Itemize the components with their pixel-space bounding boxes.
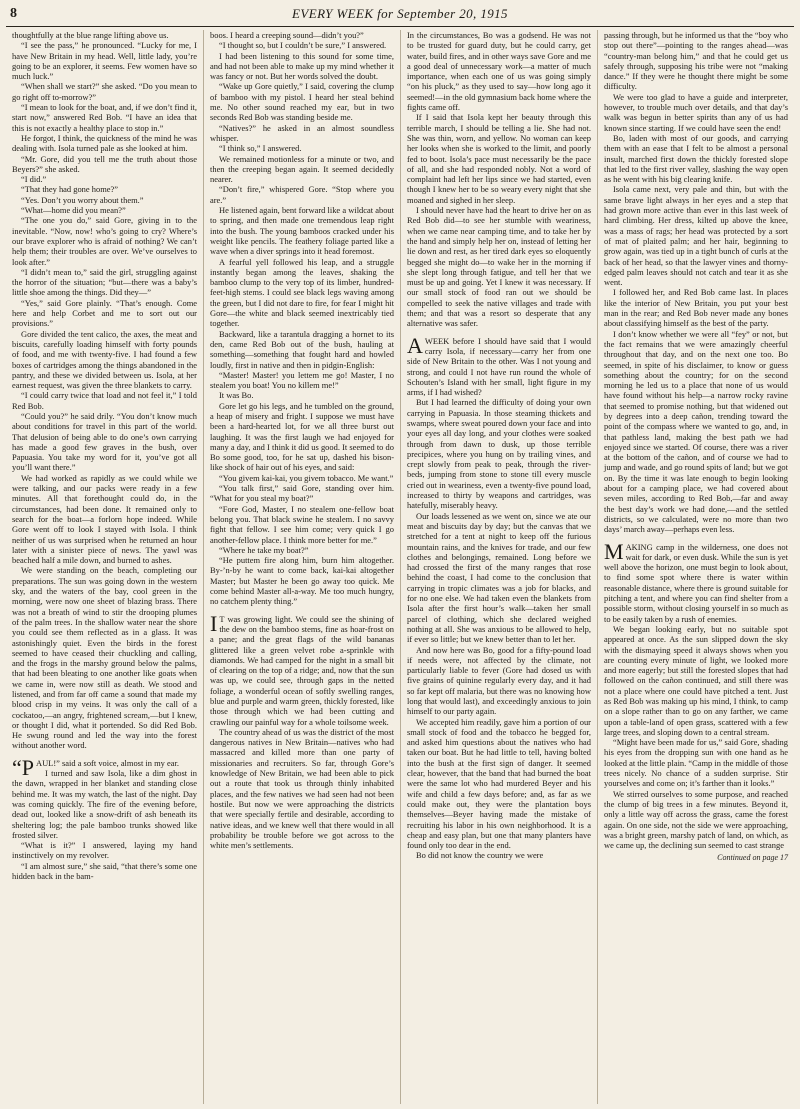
paragraph: boos. I heard a creeping sound—didn’t you?”	[210, 30, 364, 40]
page-header	[6, 4, 794, 27]
paragraph: “He puttem fire along him, burn him altogether. By-’n-by he want to come back, kai-kai altogether Master; but Master he been go away too quick. Me come behind Master all-a-way. Me too much hungry, no catchem plenty thing.”	[210, 555, 394, 607]
paragraph: Isola came next, very pale and thin, but with the same brave light always in her eyes and a step that had grown more active than ever in this last week of hard climbing. Her dress, kilted up above the knee, was a mass of rags; her head was protected by a sort of mat of plaited palm; and her hair, beginning to grow again, was tied up in a tight bunch of curls at the back of her head, so that the lawyer vines and thorny-edged palm leaves should not catch and tear it as she went.	[604, 184, 788, 288]
paragraph: “Don’t fire,” whispered Gore. “Stop where you are.”	[210, 184, 394, 205]
paragraph: I had been listening to this sound for some time, and had not been able to make up my mind whether it was fancy or not. But her words solved the doubt.	[210, 50, 394, 82]
paragraph: The country ahead of us was the district of the most dangerous natives in New Britain—natives who had massacred and killed more than one party of missionaries and recruiters. So far, through Gore’s knowledge of New Britain, we had been able to pick out a route that took us through thinly inhabited places, and the few natives we had seen had not been hostile. But now we were approaching the districts that were specially fertile and desirable, according to native ideas, and we knew well that there would in all probability be trouble before we got across to the white men’s settlements.	[210, 726, 394, 851]
section-opening-paragraph	[604, 538, 788, 624]
paragraph: Our loads lessened as we went on, since we ate our meat and biscuits day by day; but the canvas that we stretched for a tent at night to keep off the furious mountain rains, and the knives for trade, and our few clothes and belongings, remained. Long before we had crossed the first of the many ranges that rose behind the coast, I had come to the conclusion that carrying in tropic climates was a job for blacks, and for no one else. We had taken even the blankets from Isola after the first hour’s walk—taken her small parcel of clothing, which she declared weighed nothing at all. She was anxious to be allowed to help, if ever so little; but we knew better than to let her.	[407, 510, 591, 645]
paragraph: “I didn’t mean to,” said the girl, struggling against the horror of the situation; “but—there was a baby’s little shoe among the things. Did they—”	[12, 266, 197, 298]
paragraph: But I had learned the difficulty of doing your own carrying in Papuasia. In those steaming thickets and swamps, where sweat poured down your face and into your eyes all day long, and your clothes were soaked through from dawn to dusk, up those terrible precipices, where you hung on by trailing vines, and crept slowly from peak to peak, through the river-beds, jumping from stone to stone till every muscle cried out in weariness, even a twenty-five pound load, increased to thirty by weapons and cartridges, was hatefully, miserably heavy.	[407, 397, 591, 511]
paragraph: “I mean to look for the boat, and, if we don’t find it, start now,” answered Red Bob. “I have an idea that this is not exactly a healthy place to stop in.”	[12, 102, 197, 133]
paragraph: I turned and saw Isola, like a dim ghost in the dawn, wrapped in her blanket and standing close behind me. It was my watch, the last of the night. Day was coming quickly. The fire of the evening before, dead out, looked like a snow-drift of ash beneath its sheltering log; the pale bamboo trunks showed like frosted silver.	[12, 768, 197, 840]
paragraph: “I could carry twice that load and not feel it,” I told Red Bob.	[12, 390, 197, 411]
paragraph: “You talk first,” said Gore, standing over him. “What for you steal my boat?”	[210, 483, 394, 504]
paragraph: “I thought so, but I couldn’t be sure,” I answered.	[219, 40, 387, 51]
paragraph: “Mr. Gore, did you tell me the truth about those Beyers?” she asked.	[12, 153, 197, 174]
paragraph: I should never have had the heart to drive her on as Red Bob did—to see her stumble with weariness, when we came near camping time, and to take her by the hand and simply help her on, instead of letting her lie down and rest, as her tired dark eyes so eloquently begged she might do—to wake her in the morning if she slept long through fatigue, and tell her that we must be up and going. Yet I knew it was necessary. If our small stock of food ran out we should be compelled to seek the native villages and trade with them; and that was a resort so desperate that any alternative was safer.	[407, 205, 591, 329]
paragraph: If I said that Isola kept her beauty through this terrible march, I should be telling a lie. She had not. She was thin, worn, and yellow. No woman can keep her looks when she is worked to the limit, and poorly fed to boot. Isola’s pace must necessarily be the pace of all, and she had responded nobly. Not a word of complaint had left her lips since we had started, even though I knew her to be so weary every night that she moaned and sighed in her sleep.	[407, 112, 591, 205]
paragraph: thoughtfully at the blue range lifting above us.	[12, 30, 169, 40]
paragraph: I followed her, and Red Bob came last. In places like the interior of New Britain, you put your best man in the rear; and Red Bob never made any bones about classifying himself as the best of the party.	[604, 287, 788, 329]
paragraph: Gore let go his legs, and he tumbled on the ground, a heap of misery and fright. I suppose we must have been a hard-hearted lot, for we all three burst out laughing. It was the first laugh we had enjoyed for many a day, and I think it did us good. It seemed to do Bo some good, too, for he sat up, dashed his bison-like shock of hair out of his eyes, and said:	[210, 400, 394, 473]
paragraph: “I did.”	[21, 174, 47, 185]
drop-cap: A	[407, 332, 423, 358]
section-opening-paragraph	[407, 332, 591, 398]
paragraph: He listened again, bent forward like a wildcat about to spring, and then made one tremendous leap right into the bush. The young bamboos cracked under his weight like pencils. The feathery foliage parted like a wave when a diver springs into it head foremost.	[210, 205, 394, 257]
paragraph: We began looking early, but no suitable spot appeared at once. As the sun slipped down the sky with the dismaying speed it always shows when you are counting every minute of light, we looked more and more eagerly; but still the forested slopes that had followed on the cañon continued, and still there was not a place where one could have pitched a tent. Just as Red Bob was making up his mind, I think, to camp on a slope rather than to go on any farther, we came upon a table-land of open grass, scattered with a few large trees, and sloping down to a central stream.	[604, 623, 788, 737]
paragraph: “What—home did you mean?”	[21, 205, 126, 216]
paragraph: “Could you?” he said drily. “You don’t know much about conditions for travel in this part of the world. That delusion of being able to do one’s own carrying has made a good few graves in the bush, over Papuasia. You take my word for it, you’ve got all you’ll want there.”	[12, 410, 197, 473]
paragraph-text: AUL!” said a soft voice, almost in my ear.	[36, 757, 179, 768]
paragraph: We stirred ourselves to some purpose, and reached the clump of big trees in a few minutes. Beyond it, only a little way off across the grass, came the forest again. On one side, not the side we were approaching, was a bright green, marshy patch of land, on which, as we came up, the declining sun seemed to cast strange	[604, 788, 788, 851]
running-head: EVERY WEEK for September 20, 1915	[292, 6, 508, 21]
paragraph: “What is it?” I answered, laying my hand instinctively on my revolver.	[12, 840, 197, 861]
paragraph: “You givem kai-kai, you givem tobacco. Me want.”	[219, 472, 394, 483]
paragraph-text: WEEK before I should have said that I would carry Isola, if necessary—carry her from one side of New Britain to the other. Was I not young and strong, and could I not have run round the whole of Schouten’s Island with her small, light figure in my arms, if I had wished?	[407, 335, 591, 398]
paragraph: It was Bo.	[219, 390, 254, 401]
paragraph: We remained motionless for a minute or two, and then the creeping began again. It seemed decidedly nearer.	[210, 153, 394, 185]
column-2	[203, 30, 400, 1104]
paragraph: “Yes,” said Gore plainly. “That’s enough. Come here and help Corbet and me to sort out our provisions.”	[12, 297, 197, 329]
drop-cap: M	[604, 538, 624, 564]
column-1	[6, 30, 203, 1104]
continued-note: Continued on page 17	[717, 853, 788, 863]
paragraph: Backward, like a tarantula dragging a hornet to its den, came Red Bob out of the bush, hauling at something—something that fought hard and howled loudly, first in native and then in pidgin-English:	[210, 328, 394, 370]
paragraph: “Might have been made for us,” said Gore, shading his eyes from the dropping sun with one hand as he looked at the little plain. “Camp in the middle of those trees nicely. No chance of a sudden surprise. Stir yourselves and come on; it’s farther than it looks.”	[604, 737, 788, 789]
paragraph: “Where he take my boat?”	[219, 544, 309, 555]
paragraph: “I am almost sure,” she said, “that there’s some one hidden back in the bam-	[12, 860, 197, 882]
paragraph: passing through, but he informed us that the “boy who stop out there”—pointing to the ranges ahead—was “country-man belong him,” and that he could get us safely through, supposing his tribe were not “making dance.” If they were he thought there might be some difficulty.	[604, 30, 788, 92]
section-opening-paragraph	[12, 754, 197, 780]
column-3	[400, 30, 597, 1104]
paragraph-text: T was growing light. We could see the shining of the dew on the bamboo stems, fine as hoar-frost on a pane; and the great flags of the wild bananas glittered like a green velvet robe a-sprinkle with diamonds. We had camped for the night in a small bit of clearing on the top of a ridge; and, now that the sun was up, we could see, through gaps in the netted foliage, a wonderful ocean of softly swelling ranges, blue and purple and warm green, thickly forested, like those through which we had been cutting and crawling our painful way for a whole toilsome week.	[210, 613, 394, 727]
drop-cap: “P	[12, 754, 34, 780]
paragraph-text: AKING camp in the wilderness, one does not wait for dark, or even dusk. While the sun is yet well above the horizon, one must begin to look about, to find some spot where there is water within reasonable distance, where there is ground suitable for pitching a tent, and where you can find shelter from a possible storm, without closing yourself in so much as to be easily taken by a rush of enemies.	[604, 541, 788, 624]
paragraph: “I see the pass,” he pronounced. “Lucky for me, I have New Britain in my head. Well, little lady, you’re going to be an explorer, it seems. Few women have so much luck.”	[12, 40, 197, 82]
paragraph: A fearful yell followed his leap, and a struggle instantly began among the leaves, shaking the bamboo clump to the very top of its limber, hundred-feet-high stems. I could see black legs waving among the green, but I did not dare to fire, for fear I might hit Gore—the white and black seemed inextricably tied together.	[210, 256, 394, 329]
text-columns	[6, 30, 794, 1104]
paragraph: Bo did not know the country we were	[416, 850, 544, 861]
paragraph: “Fore God, Master, I no stealem one-fellow boat belong you. That black swine he stealem. I no savvy fight that fellow. I see him come; very quick I go another-fellow place. I think more better for me.”	[210, 503, 394, 545]
paragraph: Gore divided the tent calico, the axes, the meat and biscuits, carefully loading himself with forty pounds of food, and me with twenty-five. I had found a few boxes of cartridges among the things abandoned in the pantry, and these we divided between us. Isola, at her earnest request, was given the three blankets to carry.	[12, 328, 197, 391]
paragraph: Bo, laden with most of our goods, and carrying them with an ease that I felt to be almost a personal insult, marched first down the thickly forested slope that led to the first river valley, slashing the way open as he went with his big clearing knife.	[604, 132, 788, 185]
paragraph: “Master! Master! you lettem me go! Master, I no stealem you boat! You no killem me!”	[210, 369, 394, 391]
paragraph: “That they had gone home?”	[21, 184, 118, 195]
paragraph: “Wake up Gore quietly,” I said, covering the clump of bamboo with my pistol. I heard her steal behind me. No other sound reached my ear, but in two seconds Red Bob was standing beside me.	[210, 81, 394, 123]
paragraph: “I think so,” I answered.	[219, 143, 302, 154]
paragraph: “Natives?” he asked in an almost soundless whisper.	[210, 122, 394, 143]
paragraph: And now here was Bo, good for a fifty-pound load if needs were, not affected by the climate, not particularly liable to fever (Gore had dosed us with five grains of quinine regularly every day, and it had so far kept off malaria, but there was no knowing how long that would last), and exceedingly anxious to join himself to our party again.	[407, 644, 591, 717]
paragraph: We were too glad to have a guide and interpreter, however, to trouble much over details, and that day’s walk was begun in better spirits than any of us had known since starting. If we could have seen the end!	[604, 91, 788, 133]
paragraph: “When shall we start?” she asked. “Do you mean to go right off to-morrow?”	[12, 81, 197, 102]
paragraph: We accepted him readily, gave him a portion of our small stock of food and the tobacco he begged for, and asked him questions about the natives who had taken our boat. But he had little to tell, having bolted into the bush at the first sign of danger. It seemed clear, however, that the band that had burned the boat were the same lot who had murdered Beyer and his wife and child a few days before; and, as far as we could make out, they were the plantation boys themselves—Beyer having made the mistake of recruiting his labor in his own neighborhood. It is a cheap and easy plan, but one that many planters have found only too dear in the end.	[407, 716, 591, 851]
drop-cap: I	[210, 610, 218, 636]
paragraph: “Yes. Don’t you worry about them.”	[21, 194, 144, 205]
paragraph: We had worked as rapidly as we could while we were talking, and our packs were ready in a few minutes. All that forethought could do, in the circumstances, had been done. It remained only to search for the boat—a forlorn hope indeed. While Gore went off to look I stayed with Isola. I think neither of us was surprised when he returned an hour later with a sinister piece of news. The yawl was beached half a mile down, and burned to ashes.	[12, 472, 197, 566]
paragraph: In the circumstances, Bo was a godsend. He was not to be trusted for guard duty, but he could carry, get water, build fires, and in other ways save Gore and me a good deal of unnecessary work—a matter of much importance, when each one of us was going simply “on his pluck,” as they used to say—how long ago it seemed!—in the old gymnasium back home where the fights came off.	[407, 30, 591, 113]
paragraph: I don’t know whether we were all “fey” or not, but the fact remains that we were amazingly cheerful throughout that day, and on the next one too. Bo seemed, in spite of his disclaimer, to know or guess something about the country; for on the second morning he led us to a place that none of us would have found without his help—a narrow rocky ravine that seemed to promise nothing, but that widened out by degrees into a deep cañon, trending toward the point of the compass where we wanted to go, and, in that pathless land, making the best path we had enjoyed since we started. Of course, there was a river at the bottom of the cañon, and of course we had to jump and wade, and go round spits of land; but we got on. By the time it was late enough to begin looking about for a camping place, we had covered about seven miles, according to Red Bob,—far and away the best day’s work we had done,—and the settled districts, so we calculated, were no more than two days’ march away—perhaps even less.	[604, 328, 788, 535]
column-4	[597, 30, 794, 1104]
paragraph: He forgot, I think, the quickness of the mind he was dealing with. Isola turned pale as she looked at him.	[12, 132, 197, 154]
paragraph: We were standing on the beach, completing our preparations. The sun was going down in the western sky, and the waters of the bay, cool green in the morning, were now one sheet of blazing brass. There was not a breath of wind to stir the drooping plumes of the palm trees. In the shallow water near the shore you could see them reflected as in a glass. It was astonishingly quiet. Even the birds in the forest seemed to have ceased their chuckling and calling, and the frogs in the marshy ground below the palms, that had been bleating to one another like goats when we came in, were now still as death. We stood and listened, and from far off came a sound that made my blood crisp in my veins. It was only the call of a cockatoo,—an angry, frightened scream,—but I knew, or thought I did, what it portended. So did Red Bob. He swung round and led the way into the forest without another word.	[12, 565, 197, 751]
page-number: 8	[10, 6, 17, 21]
paragraph: “The one you do,” said Gore, giving in to the inevitable. “Now, now! who’s going to cry? Where’s our brave explorer who is afraid of nothing? We can’t help them; their troubles are over. We’ve ourselves to look after.”	[12, 215, 197, 267]
section-opening-paragraph	[210, 610, 394, 727]
